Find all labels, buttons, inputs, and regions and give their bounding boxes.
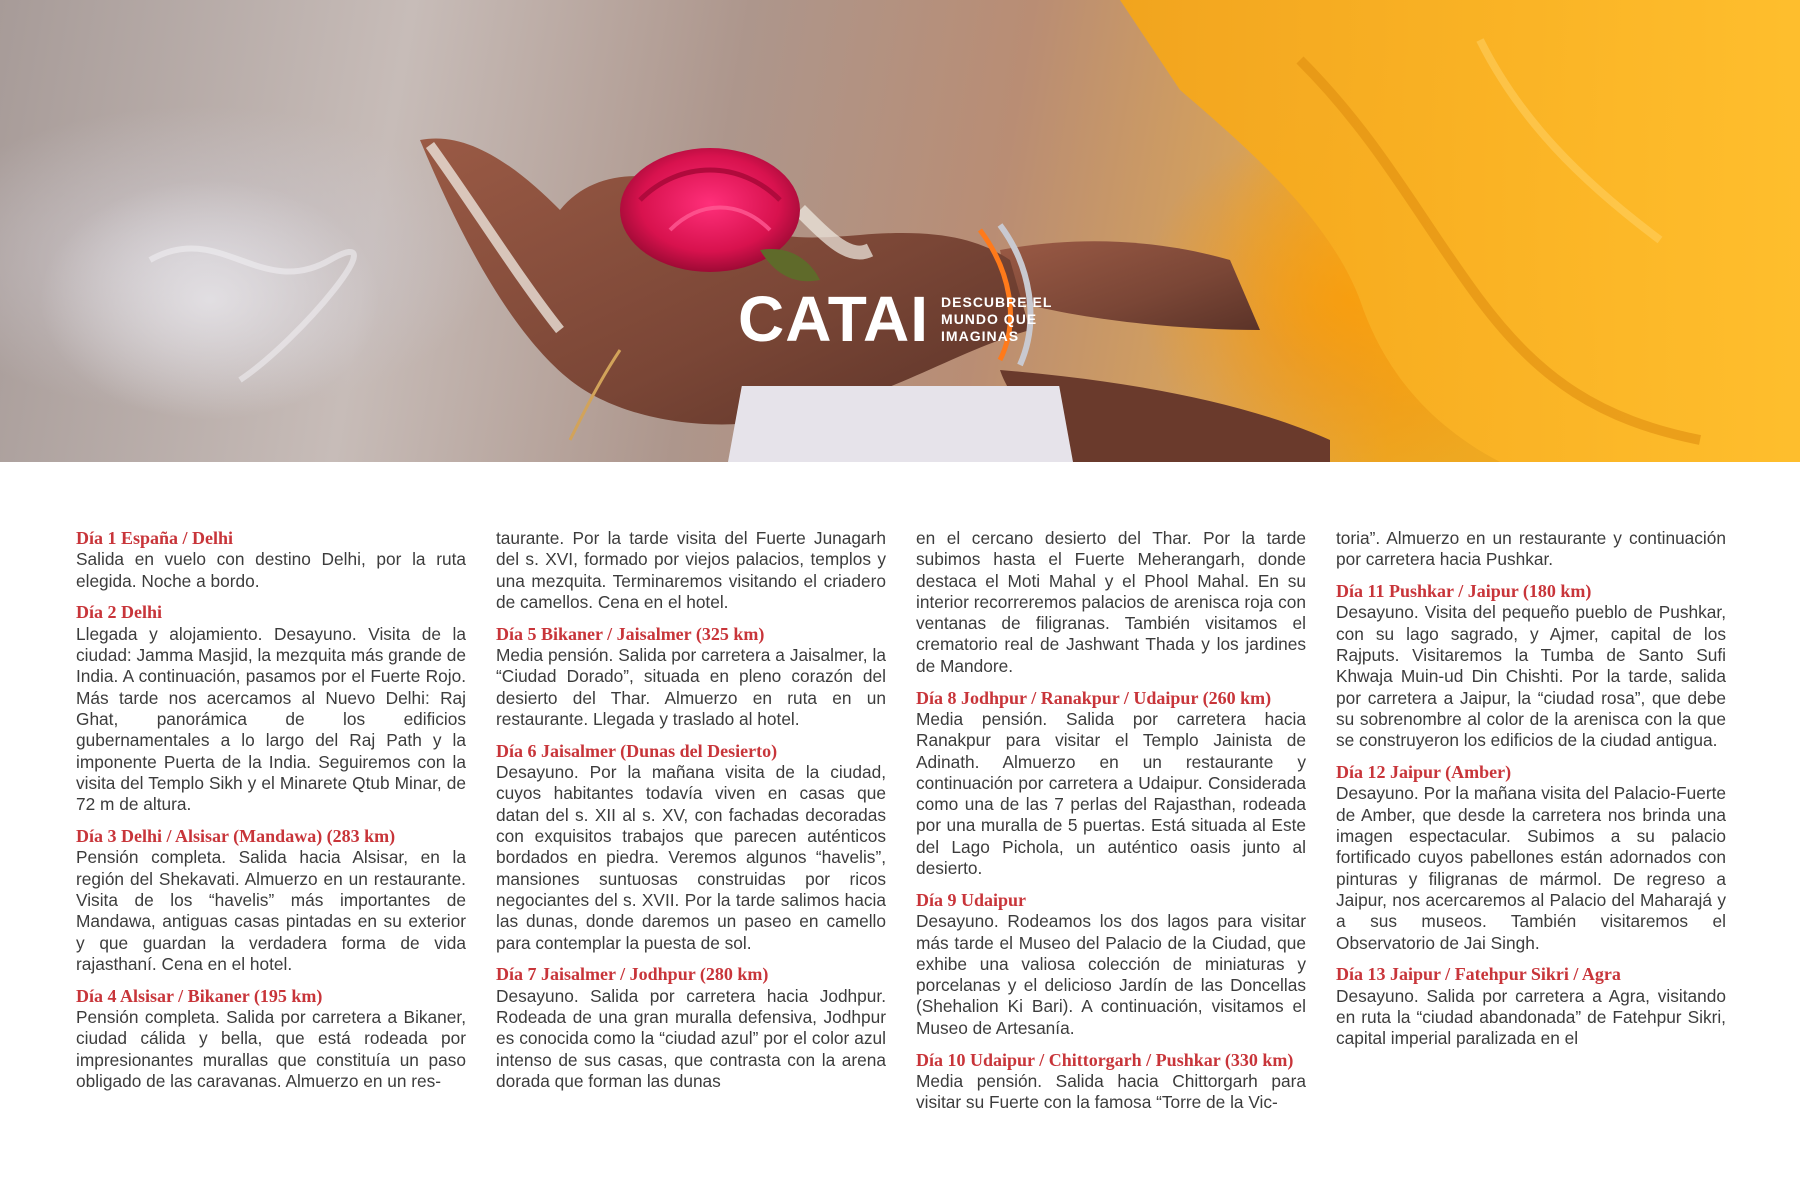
itinerary-day bbox=[76, 528, 466, 592]
itinerary-day-continued bbox=[916, 528, 1306, 677]
day-text: Desayuno. Por la mañana visita de la ciudad, cuyos habitantes todavía viven en casas que datan del s. XII al s. XV, con fachadas decoradas con exquisitos trabajos que parecen auténticos bordados en piedra. Veremos algunos “havelis”, mansiones suntuosas construidas por ricos negociantes del s. XVII. Por la tarde salimos hacia las dunas, donde daremos un paseo en camello para contemplar la puesta de sol. bbox=[496, 762, 886, 953]
day-text: toria”. Almuerzo en un restaurante y continuación por carretera hacia Pushkar. bbox=[1336, 528, 1726, 570]
itinerary-day bbox=[1336, 964, 1726, 1049]
day-text: Desayuno. Rodeamos los dos lagos para visitar más tarde el Museo del Palacio de la Ciudad, que exhibe una valiosa colección de miniaturas y porcelanas y el delicioso Jardín de las Doncellas (Shehalion Ki Bari). A continuación, visitamos el Museo de Artesanía. bbox=[916, 911, 1306, 1038]
itinerary-day-continued bbox=[1336, 528, 1726, 571]
itinerary-day-continued bbox=[496, 528, 886, 613]
day-title: Día 5 Bikaner / Jaisalmer (325 km) bbox=[496, 623, 765, 644]
itinerary-day bbox=[76, 986, 466, 1092]
day-text: Media pensión. Salida por carretera a Jaisalmer, la “Ciudad Dorado”, situada en pleno corazón del desierto del Thar. Almuerzo en ruta en un restaurante. Llegada y traslado al hotel. bbox=[496, 645, 886, 729]
tagline-line: MUNDO QUE bbox=[941, 310, 1038, 327]
day-text: Pensión completa. Salida hacia Alsisar, en la región del Shekavati. Almuerzo en un restaurante. Visita de los “havelis” más importantes de Mandawa, antiguas casas pintadas en su exterior y que guardan la verdadera forma de vida rajasthaní. Cena en el hotel. bbox=[76, 847, 466, 974]
itinerary-day bbox=[496, 741, 886, 954]
day-title: Día 11 Pushkar / Jaipur (180 km) bbox=[1336, 581, 1592, 602]
itinerary-day bbox=[76, 602, 466, 815]
brand-name: CATAI bbox=[738, 283, 930, 355]
day-title: Día 10 Udaipur / Chittorgarh / Pushkar (330 km) bbox=[916, 1049, 1294, 1070]
itinerary-day bbox=[916, 890, 1306, 1039]
day-title: Día 6 Jaisalmer (Dunas del Desierto) bbox=[496, 740, 778, 761]
itinerary-day bbox=[1336, 581, 1726, 751]
day-title: Día 7 Jaisalmer / Jodhpur (280 km) bbox=[496, 964, 769, 985]
itinerary-day bbox=[916, 1050, 1306, 1114]
hero-banner bbox=[0, 0, 1800, 462]
itinerary-day bbox=[916, 688, 1306, 880]
tagline-line: IMAGINAS bbox=[941, 327, 1020, 344]
itinerary-day bbox=[76, 826, 466, 975]
day-title: Día 1 España / Delhi bbox=[76, 528, 234, 548]
day-text: Desayuno. Salida por carretera a Agra, visitando en ruta la “ciudad abandonada” de Fatehpur Sikri, capital imperial paralizada en el bbox=[1336, 985, 1726, 1049]
day-title: Día 8 Jodhpur / Ranakpur / Udaipur (260 km) bbox=[916, 687, 1272, 708]
itinerary-day bbox=[1336, 762, 1726, 954]
itinerary-column-1 bbox=[76, 528, 466, 1092]
day-text: Llegada y alojamiento. Desayuno. Visita de la ciudad: Jamma Masjid, la mezquita más grande de India. A continuación, pasamos por el Fuerte Rojo. Más tarde nos acercamos al Nuevo Delhi: Raj Ghat, panorámica de los edificios gubernamentales a lo largo del Raj Path y la imponente Puerta de la India. Seguiremos con la visita del Templo Sikh y el Minarete Qtub Minar, de 72 m de altura. bbox=[76, 623, 466, 815]
catai-logo bbox=[738, 284, 1052, 354]
day-title: Día 2 Delhi bbox=[76, 602, 163, 623]
itinerary-day bbox=[496, 964, 886, 1092]
day-text: Pensión completa. Salida por carretera a Bikaner, ciudad cálida y bella, que está rodeada por impresionantes murallas que constituía un paso obligado de las caravanas. Almuerzo en un res- bbox=[76, 1007, 466, 1091]
day-text: Desayuno. Salida por carretera hacia Jodhpur. Rodeada de una gran muralla defensiva, Jodhpur es conocida como la “ciudad azul” por el color azul intenso de sus casas, que contrasta con la arena dorada que forman las dunas bbox=[496, 985, 886, 1091]
tagline-line: DESCUBRE EL bbox=[941, 293, 1053, 310]
day-title: Día 9 Udaipur bbox=[916, 889, 1027, 910]
day-text: en el cercano desierto del Thar. Por la tarde subimos hasta el Fuerte Meherangarh, donde destaca el Moti Mahal y el Phool Mahal. En su interior recorreremos palacios de arenisca roja con ventanas de filigranas. También visitamos el crematorio real de Jashwant Thada y los jardines de Mandore. bbox=[916, 528, 1306, 676]
day-title: Día 3 Delhi / Alsisar (Mandawa) (283 km) bbox=[76, 826, 396, 847]
brand-tagline bbox=[941, 294, 1052, 345]
day-text: Media pensión. Salida por carretera hacia Ranakpur para visitar el Templo Jainista de Adinath. Almuerzo en un restaurante y continuación por carretera a Udaipur. Considerada como una de las 7 perlas del Rajasthan, rodeada por una muralla de 5 puertas. Está situada al Este del Lago Pichola, un auténtico oasis junto al desierto. bbox=[916, 708, 1306, 879]
day-text: Desayuno. Por la mañana visita del Palacio-Fuerte de Amber, que desde la carretera nos brinda una imagen espectacular. Subimos a su palacio fortificado cuyos pabellones están adornados con pinturas y filigranas de mármol. De regreso a Jaipur, nos acercaremos al Palacio del Maharajá y a sus museos. También visitaremos el Observatorio de Jai Singh. bbox=[1336, 783, 1726, 953]
hero-tab-shape bbox=[728, 386, 1073, 462]
itinerary-column-4 bbox=[1336, 528, 1726, 1050]
day-text: Media pensión. Salida hacia Chittorgarh para visitar su Fuerte con la famosa “Torre de la Vic- bbox=[916, 1070, 1306, 1113]
itinerary-column-2 bbox=[496, 528, 886, 1092]
day-text: taurante. Por la tarde visita del Fuerte Junagarh del s. XVI, formado por viejos palacios, templos y una mezquita. Terminaremos visitando el criadero de camellos. Cena en el hotel. bbox=[496, 528, 886, 612]
day-title: Día 12 Jaipur (Amber) bbox=[1336, 762, 1512, 783]
itinerary-column-3 bbox=[916, 528, 1306, 1114]
day-text: Desayuno. Visita del pequeño pueblo de Pushkar, con su lago sagrado, y Ajmer, capital de los Rajputs. Visitaremos la Tumba de Santo Sufi Khwaja Muin-ud Din Chishti. Por la tarde, salida por carretera a Jaipur, la “ciudad rosa”, que debe su sobrenombre al color de la arenisca con la que se construyeron los edificios de la ciudad antigua. bbox=[1336, 602, 1726, 751]
day-title: Día 4 Alsisar / Bikaner (195 km) bbox=[76, 985, 323, 1006]
day-title: Día 13 Jaipur / Fatehpur Sikri / Agra bbox=[1336, 964, 1621, 985]
itinerary-day bbox=[496, 624, 886, 730]
day-text: Salida en vuelo con destino Delhi, por la ruta elegida. Noche a bordo. bbox=[76, 549, 466, 591]
